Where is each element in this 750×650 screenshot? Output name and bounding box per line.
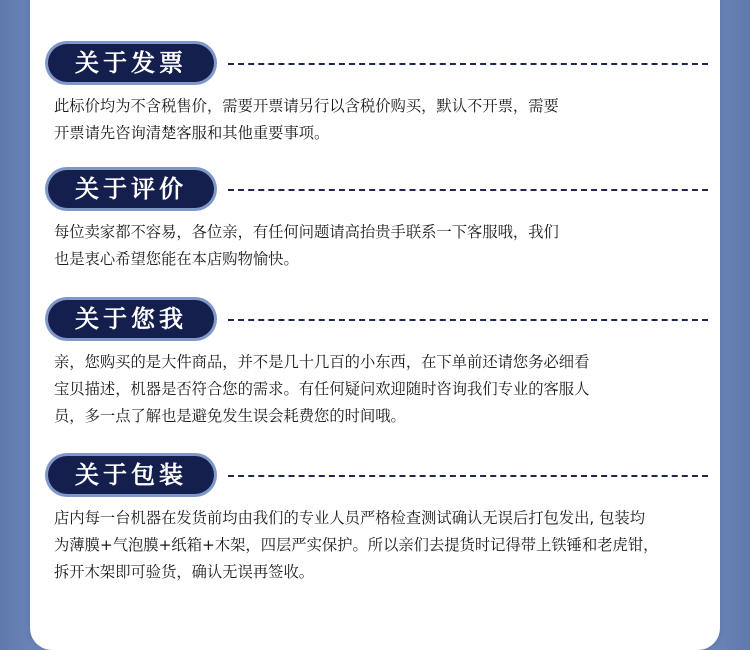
section-heading-row [48,300,708,338]
body-line: 为薄膜+气泡膜+纸箱+木架，四层严实保护。所以亲们去提货时记得带上铁锤和老虎钳， [54,536,659,554]
body-line: 每位卖家都不容易，各位亲，有任何问题请高抬贵手联系一下客服哦，我们 [54,223,559,241]
section-title: 关于发票 [48,44,214,82]
body-line: 员，多一点了解也是避免发生误会耗费您的时间哦。 [54,407,406,425]
body-line: 亲，您购买的是大件商品，并不是几十几百的小东西，在下单前还请您务必细看 [54,353,590,371]
section-body [54,219,702,273]
body-line: 开票请先咨询清楚客服和其他重要事项。 [54,124,330,142]
section-title: 关于包装 [48,456,214,494]
section-heading-row [48,456,708,494]
dashed-divider [228,189,708,191]
section-title: 关于评价 [48,170,214,208]
section-heading-row [48,44,708,82]
dashed-divider [228,319,708,321]
section-body [54,505,702,586]
body-line: 也是衷心希望您能在本店购物愉快。 [54,250,299,268]
body-line: 店内每一台机器在发货前均由我们的专业人员严格检查测试确认无误后打包发出, 包装均 [54,509,646,527]
body-line: 此标价均为不含税售价，需要开票请另行以含税价购买，默认不开票，需要 [54,97,559,115]
section-heading-row [48,170,708,208]
section-body [54,349,702,430]
section-body [54,93,702,147]
dashed-divider [228,63,708,65]
body-line: 宝贝描述，机器是否符合您的需求。有任何疑问欢迎随时咨询我们专业的客服人 [54,380,590,398]
info-card [30,0,720,650]
body-line: 拆开木架即可验货，确认无误再签收。 [54,563,315,581]
section-title: 关于您我 [48,300,214,338]
dashed-divider [228,475,708,477]
